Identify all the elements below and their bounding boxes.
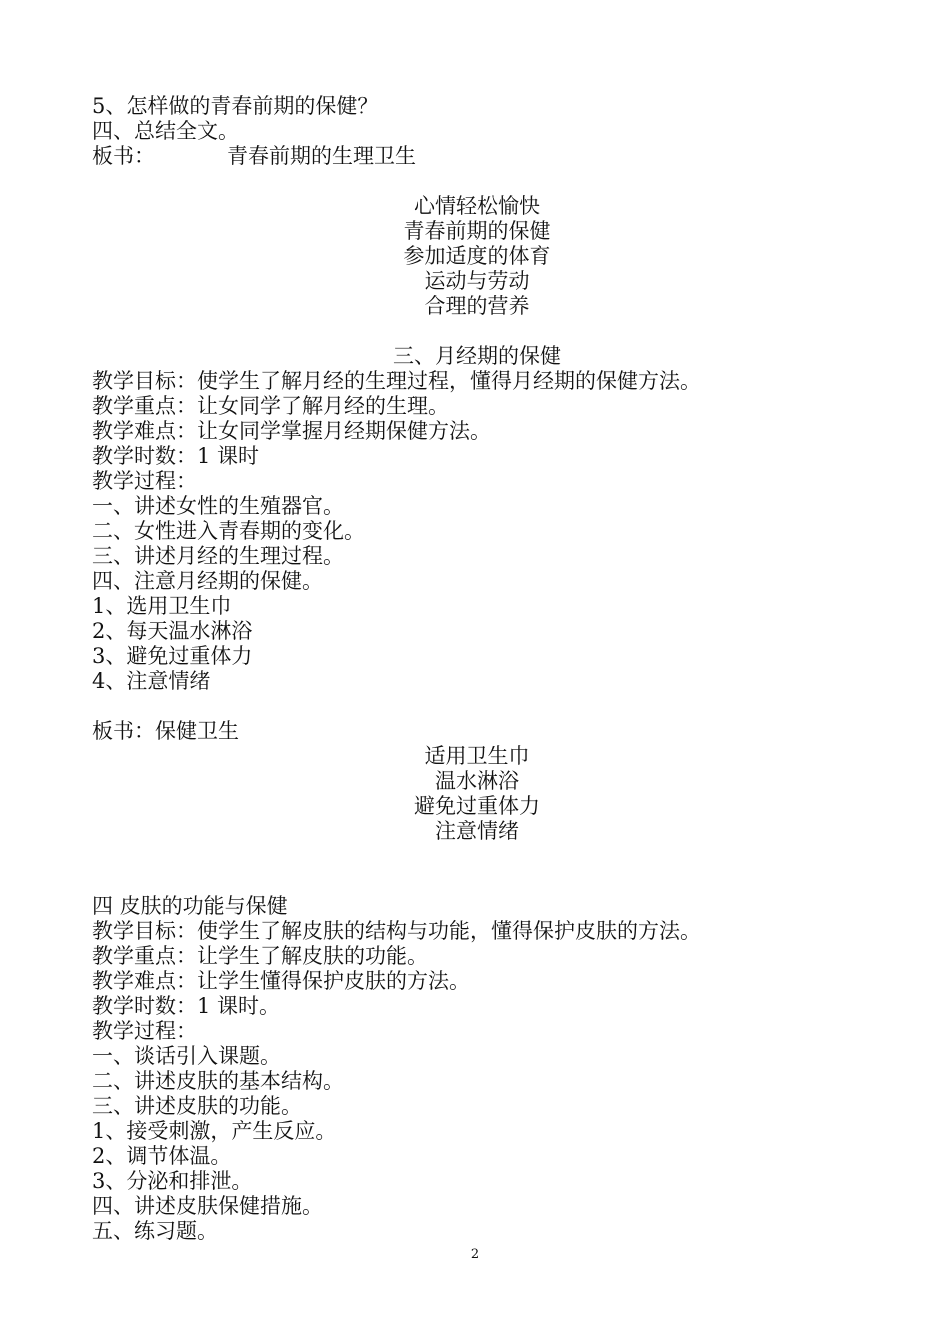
sub-item: 1、选用卫生巾: [92, 594, 232, 618]
board-line: 参加适度的体育: [403, 244, 551, 268]
process-step: 三、讲述皮肤的功能。: [92, 1094, 302, 1118]
teaching-key: 教学重点：让学生了解皮肤的功能。: [92, 944, 428, 968]
section-heading: 三、月经期的保健: [393, 344, 561, 368]
process-step: 五、练习题。: [92, 1219, 218, 1243]
teaching-hours: 教学时数：1 课时: [92, 444, 260, 468]
document-body: [92, 94, 862, 1244]
section-heading: 四 皮肤的功能与保健: [92, 894, 288, 918]
question-5: 5、怎样做的青春前期的保健？: [92, 94, 379, 118]
teaching-goal: 教学目标：使学生了解月经的生理过程，懂得月经期的保健方法。: [92, 369, 701, 393]
teaching-hours: 教学时数：1 课时。: [92, 994, 281, 1018]
process-step: 三、讲述月经的生理过程。: [92, 544, 344, 568]
sub-item: 1、接受刺激，产生反应。: [92, 1119, 337, 1143]
process-step: 一、谈话引入课题。: [92, 1044, 281, 1068]
page-number: 2: [470, 1247, 480, 1262]
teaching-difficulty: 教学难点：让女同学掌握月经期保健方法。: [92, 419, 491, 443]
board-label: 板书：: [92, 144, 155, 168]
sub-item: 4、注意情绪: [92, 669, 211, 693]
board-title: 青春前期的生理卫生: [227, 144, 416, 168]
board-line: 避免过重体力: [414, 794, 540, 818]
process-step: 二、讲述皮肤的基本结构。: [92, 1069, 344, 1093]
board-line: 合理的营养: [424, 294, 530, 318]
teaching-process: 教学过程：: [92, 469, 197, 493]
board-line: 运动与劳动: [424, 269, 530, 293]
teaching-goal: 教学目标：使学生了解皮肤的结构与功能，懂得保护皮肤的方法。: [92, 919, 701, 943]
board-line: 青春前期的保健: [403, 219, 551, 243]
summary-step: 四、总结全文。: [92, 119, 239, 143]
process-step: 一、讲述女性的生殖器官。: [92, 494, 344, 518]
process-step: 四、讲述皮肤保健措施。: [92, 1194, 323, 1218]
process-step: 二、女性进入青春期的变化。: [92, 519, 365, 543]
board-heading: 板书：保健卫生: [92, 719, 239, 743]
board-line: 温水淋浴: [435, 769, 519, 793]
sub-item: 2、调节体温。: [92, 1144, 232, 1168]
teaching-difficulty: 教学难点：让学生懂得保护皮肤的方法。: [92, 969, 470, 993]
sub-item: 2、每天温水淋浴: [92, 619, 253, 643]
process-step: 四、注意月经期的保健。: [92, 569, 323, 593]
board-heading: [92, 144, 862, 169]
board-line: 心情轻松愉快: [414, 194, 540, 218]
teaching-process: 教学过程：: [92, 1019, 197, 1043]
sub-item: 3、避免过重体力: [92, 644, 253, 668]
board-line: 注意情绪: [435, 819, 519, 843]
teaching-key: 教学重点：让女同学了解月经的生理。: [92, 394, 449, 418]
board-line: 适用卫生巾: [424, 744, 530, 768]
sub-item: 3、分泌和排泄。: [92, 1169, 253, 1193]
